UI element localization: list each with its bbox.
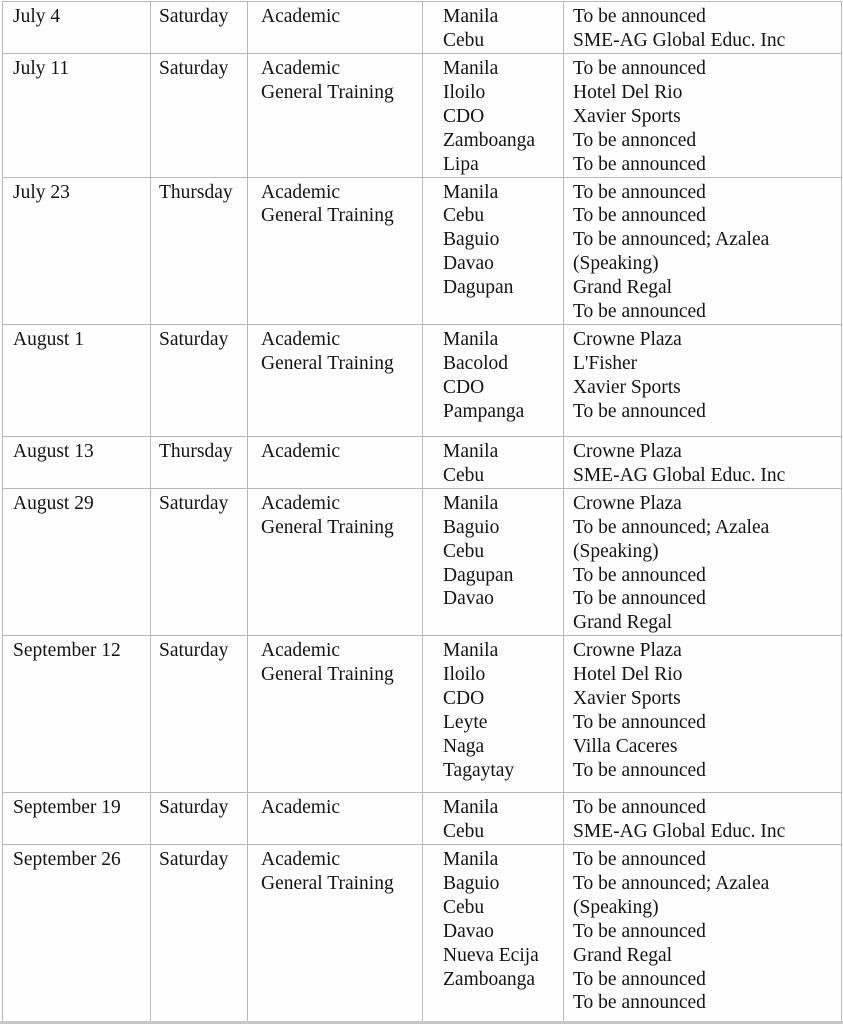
city-line: Cebu [443, 896, 485, 918]
city-line: Tagaytay [443, 759, 515, 781]
venue-line: Hotel Del Rio [573, 81, 683, 103]
type-cell [248, 845, 423, 1024]
type-line: Academic [261, 849, 341, 871]
city-line: Naga [443, 735, 485, 757]
venue-line: Xavier Sports [573, 376, 681, 398]
city-line: Zamboanga [443, 129, 536, 151]
venue-line: To be announced [573, 797, 706, 819]
venue-line: To be annonced [573, 129, 697, 151]
city-line: Davao [443, 920, 494, 942]
city-line: Cebu [443, 464, 485, 486]
city-line: Manila [443, 328, 499, 350]
venue-line: Xavier Sports [573, 688, 681, 710]
venue-cell [564, 177, 842, 324]
type-line: Academic [261, 797, 341, 819]
type-line: General Training [261, 205, 394, 227]
venue-line: L'Fisher [573, 352, 638, 374]
city-line: Nueva Ecija [443, 944, 539, 966]
venue-cell [564, 793, 842, 845]
city-line: Zamboanga [443, 968, 536, 990]
date-text: August 29 [13, 492, 94, 514]
type-line: General Training [261, 352, 394, 374]
city-line: Cebu [443, 205, 485, 227]
type-line: Academic [261, 181, 341, 203]
table-row [3, 436, 842, 488]
venue-line: (Speaking) [573, 253, 659, 275]
venue-line: Hotel Del Rio [573, 664, 683, 686]
city-line: CDO [443, 105, 485, 127]
day-cell [151, 636, 248, 793]
schedule-table-body [3, 2, 842, 1024]
venue-line: To be announced [573, 400, 706, 422]
city-line: Cebu [443, 821, 485, 843]
day-text: Saturday [159, 640, 229, 662]
table-row [3, 177, 842, 324]
type-cell [248, 436, 423, 488]
venue-cell [564, 845, 842, 1024]
venue-cell [564, 436, 842, 488]
venue-line: To be announced [573, 759, 706, 781]
venue-line: Xavier Sports [573, 105, 681, 127]
venue-line: Grand Regal [573, 612, 673, 634]
city-line: Dagupan [443, 564, 514, 586]
day-text: Saturday [159, 797, 229, 819]
date-cell [3, 436, 151, 488]
venue-line: To be announced [573, 992, 706, 1014]
type-line: General Training [261, 664, 394, 686]
venue-cell [564, 2, 842, 54]
venue-line: (Speaking) [573, 540, 659, 562]
city-line: Leyte [443, 711, 488, 733]
type-line: Academic [261, 492, 341, 514]
city-line: Bacolod [443, 352, 508, 374]
type-cell [248, 636, 423, 793]
venue-line: (Speaking) [573, 896, 659, 918]
city-cell [423, 636, 564, 793]
venue-line: To be announced [573, 968, 706, 990]
date-cell [3, 2, 151, 54]
venue-line: To be announced [573, 58, 706, 79]
city-line: Manila [443, 492, 499, 514]
city-cell [423, 793, 564, 845]
type-line: General Training [261, 81, 394, 103]
city-line: Baguio [443, 872, 500, 894]
venue-line: To be announced [573, 181, 706, 203]
table-row [3, 793, 842, 845]
day-text: Saturday [159, 58, 229, 79]
type-cell [248, 177, 423, 324]
city-line: Iloilo [443, 81, 486, 103]
city-line: Baguio [443, 516, 500, 538]
day-text: Thursday [159, 181, 233, 203]
date-text: September 19 [13, 797, 121, 819]
city-cell [423, 2, 564, 54]
date-text: July 23 [13, 181, 70, 203]
city-line: Davao [443, 588, 494, 610]
city-cell [423, 488, 564, 635]
city-line: Pampanga [443, 400, 525, 422]
venue-cell [564, 488, 842, 635]
venue-cell [564, 54, 842, 178]
venue-line: To be announced [573, 920, 706, 942]
date-cell [3, 793, 151, 845]
type-cell [248, 324, 423, 436]
type-line: Academic [261, 58, 341, 79]
city-line: Manila [443, 797, 499, 819]
date-text: September 12 [13, 640, 121, 662]
day-text: Saturday [159, 492, 229, 514]
day-cell [151, 177, 248, 324]
city-cell [423, 436, 564, 488]
city-line: Cebu [443, 540, 485, 562]
city-cell [423, 177, 564, 324]
city-cell [423, 845, 564, 1024]
venue-line: Crowne Plaza [573, 440, 682, 462]
city-line: CDO [443, 376, 485, 398]
city-line: Manila [443, 6, 499, 27]
day-text: Thursday [159, 440, 233, 462]
city-line: Lipa [443, 153, 479, 175]
type-cell [248, 2, 423, 54]
city-line: Manila [443, 640, 499, 662]
venue-line: To be announced; Azalea [573, 872, 770, 894]
day-cell [151, 488, 248, 635]
venue-line: To be announced; Azalea [573, 229, 770, 251]
date-text: August 13 [13, 440, 94, 462]
type-line: Academic [261, 640, 341, 662]
day-cell [151, 436, 248, 488]
date-cell [3, 177, 151, 324]
city-line: Manila [443, 440, 499, 462]
venue-line: To be announced [573, 849, 706, 871]
venue-line: To be announced [573, 205, 706, 227]
city-line: Baguio [443, 229, 500, 251]
venue-line: Crowne Plaza [573, 492, 682, 514]
type-cell [248, 488, 423, 635]
day-cell [151, 793, 248, 845]
date-cell [3, 324, 151, 436]
day-cell [151, 845, 248, 1024]
venue-cell [564, 324, 842, 436]
date-text: August 1 [13, 328, 84, 350]
type-line: General Training [261, 516, 394, 538]
city-line: Iloilo [443, 664, 486, 686]
type-cell [248, 793, 423, 845]
city-line: Cebu [443, 29, 485, 51]
city-line: Manila [443, 58, 499, 79]
venue-line: To be announced [573, 564, 706, 586]
date-text: July 11 [13, 58, 70, 79]
venue-line: To be announced [573, 711, 706, 733]
city-line: Manila [443, 181, 499, 203]
table-row [3, 324, 842, 436]
table-row [3, 488, 842, 635]
city-cell [423, 324, 564, 436]
day-text: Saturday [159, 6, 229, 27]
city-cell [423, 54, 564, 178]
type-line: Academic [261, 440, 341, 462]
schedule-table [2, 1, 842, 1024]
type-line: Academic [261, 6, 341, 27]
table-row [3, 54, 842, 178]
day-cell [151, 2, 248, 54]
venue-line: Villa Caceres [573, 735, 678, 757]
venue-line: To be announced; Azalea [573, 516, 770, 538]
venue-line: Grand Regal [573, 944, 673, 966]
venue-line: To be announced [573, 301, 706, 323]
table-row [3, 2, 842, 54]
venue-line: SME-AG Global Educ. Inc [573, 29, 786, 51]
venue-line: Grand Regal [573, 277, 673, 299]
table-row [3, 636, 842, 793]
date-cell [3, 488, 151, 635]
type-line: Academic [261, 328, 341, 350]
venue-line: Crowne Plaza [573, 328, 682, 350]
venue-line: To be announced [573, 588, 706, 610]
table-row [3, 845, 842, 1024]
type-cell [248, 54, 423, 178]
day-cell [151, 54, 248, 178]
city-line: Manila [443, 849, 499, 871]
venue-line: SME-AG Global Educ. Inc [573, 821, 786, 843]
venue-line: To be announced [573, 6, 706, 27]
city-line: Dagupan [443, 277, 514, 299]
date-cell [3, 845, 151, 1024]
date-cell [3, 636, 151, 793]
city-line: CDO [443, 688, 485, 710]
venue-line: Crowne Plaza [573, 640, 682, 662]
venue-line: To be announced [573, 153, 706, 175]
type-line: General Training [261, 872, 394, 894]
day-cell [151, 324, 248, 436]
date-text: September 26 [13, 849, 121, 871]
date-cell [3, 54, 151, 178]
venue-line: SME-AG Global Educ. Inc [573, 464, 786, 486]
date-text: July 4 [13, 6, 61, 27]
venue-cell [564, 636, 842, 793]
day-text: Saturday [159, 328, 229, 350]
city-line: Davao [443, 253, 494, 275]
day-text: Saturday [159, 849, 229, 871]
